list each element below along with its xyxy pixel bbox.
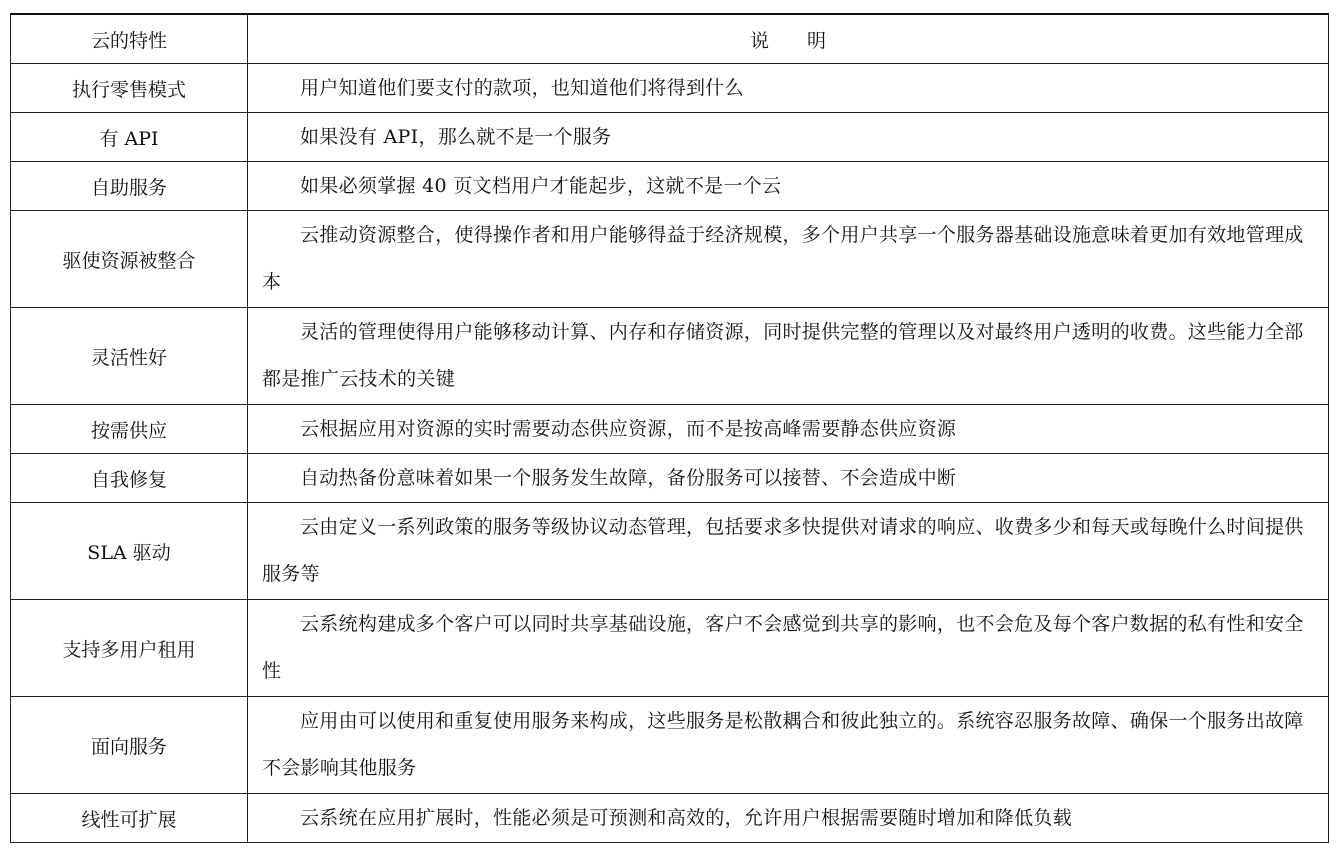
feature-cell: 按需供应: [11, 405, 248, 454]
cloud-characteristics-table: [10, 13, 1329, 843]
table-row: [11, 454, 1329, 503]
description-cell: 云系统构建成多个客户可以同时共享基础设施，客户不会感觉到共享的影响，也不会危及每个客户数据的私有性和安全性: [248, 600, 1329, 697]
description-cell: 云系统在应用扩展时，性能必须是可预测和高效的，允许用户根据需要随时增加和降低负载: [248, 794, 1329, 843]
feature-cell: 执行零售模式: [11, 64, 248, 113]
description-cell: 自动热备份意味着如果一个服务发生故障，备份服务可以接替、不会造成中断: [248, 454, 1329, 503]
description-cell: 灵活的管理使得用户能够移动计算、内存和存储资源，同时提供完整的管理以及对最终用户透明的收费。这些能力全部都是推广云技术的关键: [248, 308, 1329, 405]
description-cell: 云根据应用对资源的实时需要动态供应资源，而不是按高峰需要静态供应资源: [248, 405, 1329, 454]
feature-cell: 有 API: [11, 113, 248, 162]
description-cell: 如果必须掌握 40 页文档用户才能起步，这就不是一个云: [248, 162, 1329, 211]
feature-cell: 驱使资源被整合: [11, 211, 248, 308]
table-row: [11, 308, 1329, 405]
table-row: [11, 113, 1329, 162]
table-header-row: [11, 14, 1329, 64]
description-cell: 如果没有 API，那么就不是一个服务: [248, 113, 1329, 162]
feature-cell: 面向服务: [11, 697, 248, 794]
feature-cell: SLA 驱动: [11, 503, 248, 600]
feature-cell: 支持多用户租用: [11, 600, 248, 697]
description-cell: 云由定义一系列政策的服务等级协议动态管理，包括要求多快提供对请求的响应、收费多少和每天或每晚什么时间提供服务等: [248, 503, 1329, 600]
description-cell: 云推动资源整合，使得操作者和用户能够得益于经济规模，多个用户共享一个服务器基础设施意味着更加有效地管理成本: [248, 211, 1329, 308]
header-description: 说明: [248, 14, 1329, 64]
table-row: [11, 64, 1329, 113]
description-cell: 应用由可以使用和重复使用服务来构成，这些服务是松散耦合和彼此独立的。系统容忍服务故障、确保一个服务出故障不会影响其他服务: [248, 697, 1329, 794]
feature-cell: 自助服务: [11, 162, 248, 211]
table-row: [11, 405, 1329, 454]
feature-cell: 线性可扩展: [11, 794, 248, 843]
description-cell: 用户知道他们要支付的款项，也知道他们将得到什么: [248, 64, 1329, 113]
table-row: [11, 794, 1329, 843]
header-feature: 云的特性: [11, 14, 248, 64]
feature-cell: 自我修复: [11, 454, 248, 503]
table-row: [11, 162, 1329, 211]
table-row: [11, 600, 1329, 697]
table-row: [11, 503, 1329, 600]
table-row: [11, 697, 1329, 794]
table-row: [11, 211, 1329, 308]
feature-cell: 灵活性好: [11, 308, 248, 405]
